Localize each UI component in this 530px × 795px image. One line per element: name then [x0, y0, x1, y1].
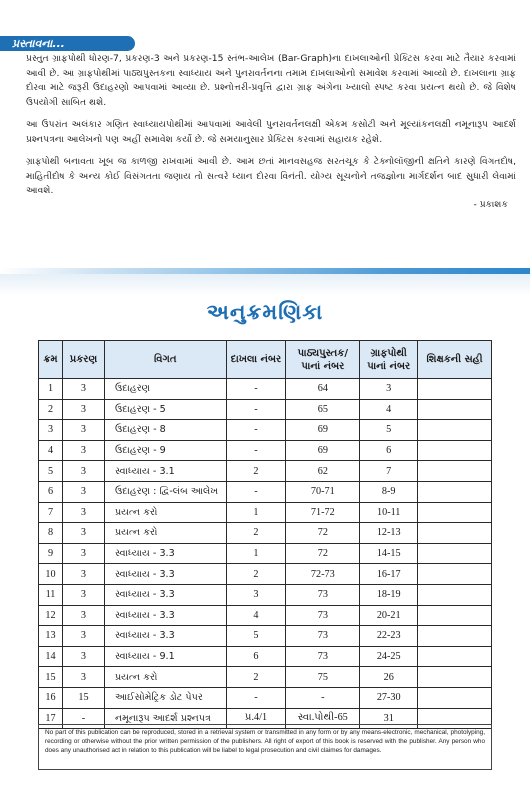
cell-teacher-sign[interactable] — [418, 440, 492, 461]
cell-detail: ઉદાહરણ - 9 — [104, 440, 226, 461]
cell-serial: 16 — [39, 687, 63, 708]
cell-graphbook-page: 7 — [360, 461, 418, 482]
cell-chapter: 15 — [62, 687, 104, 708]
cell-detail: ઉદાહરણ : દ્વિ-લંબ આલેખ — [104, 481, 226, 502]
cell-detail: સ્વાધ્યાય - 3.1 — [104, 461, 226, 482]
cell-detail: સ્વાધ્યાય - 3.3 — [104, 584, 226, 605]
cell-chapter: - — [62, 708, 104, 729]
header-chapter: પ્રકરણ — [62, 341, 104, 379]
header-example-no: દાખલા નંબર — [226, 341, 286, 379]
cell-serial: 10 — [39, 564, 63, 585]
table-row — [39, 461, 492, 482]
cell-serial: 12 — [39, 605, 63, 626]
cell-teacher-sign[interactable] — [418, 379, 492, 400]
table-row — [39, 543, 492, 564]
cell-example-no: - — [226, 687, 286, 708]
cell-chapter: 3 — [62, 564, 104, 585]
cell-teacher-sign[interactable] — [418, 481, 492, 502]
cell-detail: પ્રયત્ન કરો — [104, 523, 226, 544]
preface-paragraph-3: ગ્રાફપોથી બનાવતા ખૂબ જ કાળજી રાખવામાં આવી છે. આમ છતાં માનવસહજ સરતચૂક કે ટેક્નોલૉજીની ક્ષતિને કારણે વિગતદોષ, માહિતીદોષ કે અન્ય કોઈ વિસંગતતા જણાય તો સત્વરે ધ્યાન દોરવા વિનંતી. યોગ્ય સૂચનોને તજજ્ઞોના માર્ગદર્શન બાદ સુધારી લેવામાં આવશે. — [26, 156, 516, 196]
cell-chapter: 3 — [62, 502, 104, 523]
cell-teacher-sign[interactable] — [418, 605, 492, 626]
table-row — [39, 379, 492, 400]
cell-chapter: 3 — [62, 481, 104, 502]
cell-textbook-page: 65 — [286, 399, 360, 420]
cell-textbook-page: 71-72 — [286, 502, 360, 523]
cell-chapter: 3 — [62, 667, 104, 688]
cell-example-no: 2 — [226, 461, 286, 482]
cell-textbook-page: 69 — [286, 420, 360, 441]
cell-detail: સ્વાધ્યાય - 3.3 — [104, 626, 226, 647]
header-detail: વિગત — [104, 341, 226, 379]
header-serial: ક્રમ — [39, 341, 63, 379]
preface-heading: પ્રસ્તાવના... — [12, 37, 65, 50]
cell-detail: સ્વાધ્યાય - 9.1 — [104, 646, 226, 667]
cell-detail: પ્રયત્ન કરો — [104, 667, 226, 688]
cell-detail: પ્રયત્ન કરો — [104, 502, 226, 523]
cell-detail: સ્વાધ્યાય - 3.3 — [104, 543, 226, 564]
cell-serial: 9 — [39, 543, 63, 564]
cell-graphbook-page: 14-15 — [360, 543, 418, 564]
cell-serial: 6 — [39, 481, 63, 502]
toc-title: અનુક્રમણિકા — [206, 300, 324, 324]
table-row — [39, 667, 492, 688]
table-row — [39, 420, 492, 441]
cell-detail: ઉદાહરણ — [104, 379, 226, 400]
cell-textbook-page: 72-73 — [286, 564, 360, 585]
cell-textbook-page: 73 — [286, 646, 360, 667]
preface-paragraph-2: આ ઉપરાંત અલંકાર ગણિત સ્વાધ્યાયપોથીમાં આપવામાં આવેલી પુનરાવર્તનલક્ષી એકમ કસોટી અને મૂલ્યાંકનલક્ષી નમૂનારૂપ આદર્શ પ્રશ્નપત્રના આલેખનો પણ અહીં સમાવેશ કર્યો છે. જે સમયાનુસાર પ્રેક્ટિસ કરવામાં સહાયક રહેશે. — [26, 119, 516, 145]
cell-teacher-sign[interactable] — [418, 502, 492, 523]
table-row — [39, 523, 492, 544]
cell-detail: નમૂનારૂપ આદર્શ પ્રશ્નપત્ર — [104, 708, 226, 729]
cell-serial: 14 — [39, 646, 63, 667]
cell-textbook-page: 72 — [286, 543, 360, 564]
cell-textbook-page: 73 — [286, 605, 360, 626]
publisher-signature: - પ્રકાશક — [473, 198, 508, 210]
cell-chapter: 3 — [62, 440, 104, 461]
cell-chapter: 3 — [62, 461, 104, 482]
decorative-band-fade — [0, 274, 530, 296]
table-row — [39, 502, 492, 523]
cell-chapter: 3 — [62, 543, 104, 564]
table-row — [39, 440, 492, 461]
cell-example-no: 2 — [226, 523, 286, 544]
cell-chapter: 3 — [62, 379, 104, 400]
cell-textbook-page: 64 — [286, 379, 360, 400]
cell-serial: 17 — [39, 708, 63, 729]
cell-textbook-page: 73 — [286, 626, 360, 647]
cell-chapter: 3 — [62, 523, 104, 544]
cell-example-no: 2 — [226, 667, 286, 688]
cell-example-no: - — [226, 399, 286, 420]
cell-textbook-page: 75 — [286, 667, 360, 688]
table-row — [39, 646, 492, 667]
cell-detail: ઉદાહરણ - 8 — [104, 420, 226, 441]
cell-teacher-sign[interactable] — [418, 584, 492, 605]
copyright-disclaimer: No part of this publication can be reproduced, stored in a retrieval system or transmitted in any form or by any means-electronic, mechanical, photolyping, recording or otherwise without the prior written permission of the publishers. All right of export of this book is reserved with the publisher. Any person who does any unauthorised act in relation to this publication will be liabel to legal prosecution and civil claimes for damages. — [38, 724, 492, 770]
cell-serial: 7 — [39, 502, 63, 523]
cell-graphbook-page: 3 — [360, 379, 418, 400]
cell-teacher-sign[interactable] — [418, 667, 492, 688]
header-textbook-page: પાઠ્યપુસ્તક/ પાનાં નંબર — [286, 341, 360, 379]
cell-graphbook-page: 31 — [360, 708, 418, 729]
cell-detail: આઈસોમેટ્રિક ડોટ પેપર — [104, 687, 226, 708]
cell-serial: 3 — [39, 420, 63, 441]
cell-example-no: પ્ર.4/1 — [226, 708, 286, 729]
cell-graphbook-page: 5 — [360, 420, 418, 441]
cell-detail: સ્વાધ્યાય - 3.3 — [104, 564, 226, 585]
cell-graphbook-page: 10-11 — [360, 502, 418, 523]
cell-serial: 2 — [39, 399, 63, 420]
cell-teacher-sign[interactable] — [418, 626, 492, 647]
cell-example-no: 4 — [226, 605, 286, 626]
cell-teacher-sign[interactable] — [418, 543, 492, 564]
cell-serial: 13 — [39, 626, 63, 647]
cell-example-no: 1 — [226, 543, 286, 564]
cell-example-no: - — [226, 481, 286, 502]
cell-chapter: 3 — [62, 626, 104, 647]
cell-chapter: 3 — [62, 584, 104, 605]
cell-serial: 15 — [39, 667, 63, 688]
table-row — [39, 605, 492, 626]
toc-header-row — [39, 341, 492, 379]
cell-graphbook-page: 18-19 — [360, 584, 418, 605]
table-row — [39, 584, 492, 605]
cell-detail: સ્વાધ્યાય - 3.3 — [104, 605, 226, 626]
cell-textbook-page: 62 — [286, 461, 360, 482]
cell-serial: 4 — [39, 440, 63, 461]
cell-teacher-sign[interactable] — [418, 687, 492, 708]
cell-serial: 1 — [39, 379, 63, 400]
cell-example-no: 3 — [226, 584, 286, 605]
cell-teacher-sign[interactable] — [418, 461, 492, 482]
header-teacher-sign: શિક્ષકની સહી — [418, 341, 492, 379]
cell-graphbook-page: 4 — [360, 399, 418, 420]
cell-example-no: 1 — [226, 502, 286, 523]
cell-example-no: - — [226, 420, 286, 441]
table-row — [39, 626, 492, 647]
cell-graphbook-page: 6 — [360, 440, 418, 461]
toc-table — [38, 340, 492, 729]
cell-textbook-page: 73 — [286, 584, 360, 605]
table-row — [39, 564, 492, 585]
cell-chapter: 3 — [62, 605, 104, 626]
cell-graphbook-page: 16-17 — [360, 564, 418, 585]
cell-teacher-sign[interactable] — [418, 399, 492, 420]
cell-serial: 11 — [39, 584, 63, 605]
cell-graphbook-page: 12-13 — [360, 523, 418, 544]
cell-graphbook-page: 27-30 — [360, 687, 418, 708]
cell-graphbook-page: 8-9 — [360, 481, 418, 502]
cell-chapter: 3 — [62, 646, 104, 667]
cell-textbook-page: 70-71 — [286, 481, 360, 502]
cell-serial: 5 — [39, 461, 63, 482]
preface-section — [26, 52, 516, 212]
cell-example-no: 2 — [226, 564, 286, 585]
cell-example-no: 5 — [226, 626, 286, 647]
cell-example-no: - — [226, 379, 286, 400]
cell-teacher-sign[interactable] — [418, 523, 492, 544]
cell-example-no: 6 — [226, 646, 286, 667]
cell-teacher-sign[interactable] — [418, 564, 492, 585]
cell-textbook-page: 69 — [286, 440, 360, 461]
cell-graphbook-page: 20-21 — [360, 605, 418, 626]
cell-example-no: - — [226, 440, 286, 461]
cell-teacher-sign[interactable] — [418, 420, 492, 441]
cell-graphbook-page: 26 — [360, 667, 418, 688]
table-row — [39, 687, 492, 708]
preface-paragraph-1: પ્રસ્તુત ગ્રાફપોથી ધોરણ-7, પ્રકરણ-3 અને પ્રકરણ-15 સ્તંભ-આલેખ (Bar-Graph)ના દાખલાઓની પ્રેક્ટિસ કરવા માટે તૈયાર કરવામાં આવી છે. આ ગ્રાફપોથીમાં પાઠ્યપુસ્તકના સ્વાધ્યાય અને પુનરાવર્તનના તમામ દાખલાઓનો સમાવેશ કરવામાં આવ્યો છે. દાખલાના ગ્રાફ દોરવા માટે જરૂરી ઉદાહરણો આપવામાં આવ્યા છે. પ્રશ્નોત્તરી-પ્રવૃત્તિ દ્વારા ગ્રાફ અંગેના ખ્યાલો સ્પષ્ટ કરવા પ્રયત્ન થયો છે. જે વિશેષ ઉપયોગી સાબિત થશે. — [26, 53, 516, 108]
cell-textbook-page: સ્વા.પોથી-65 — [286, 708, 360, 729]
table-row — [39, 399, 492, 420]
cell-serial: 8 — [39, 523, 63, 544]
toc-body — [39, 379, 492, 729]
cell-graphbook-page: 22-23 — [360, 626, 418, 647]
cell-textbook-page: - — [286, 687, 360, 708]
header-graphbook-page: ગ્રાફપોથી પાનાં નંબર — [360, 341, 418, 379]
cell-textbook-page: 72 — [286, 523, 360, 544]
preface-heading-tab — [0, 36, 135, 51]
cell-chapter: 3 — [62, 399, 104, 420]
table-row — [39, 481, 492, 502]
cell-chapter: 3 — [62, 420, 104, 441]
cell-teacher-sign[interactable] — [418, 646, 492, 667]
cell-detail: ઉદાહરણ - 5 — [104, 399, 226, 420]
cell-graphbook-page: 24-25 — [360, 646, 418, 667]
